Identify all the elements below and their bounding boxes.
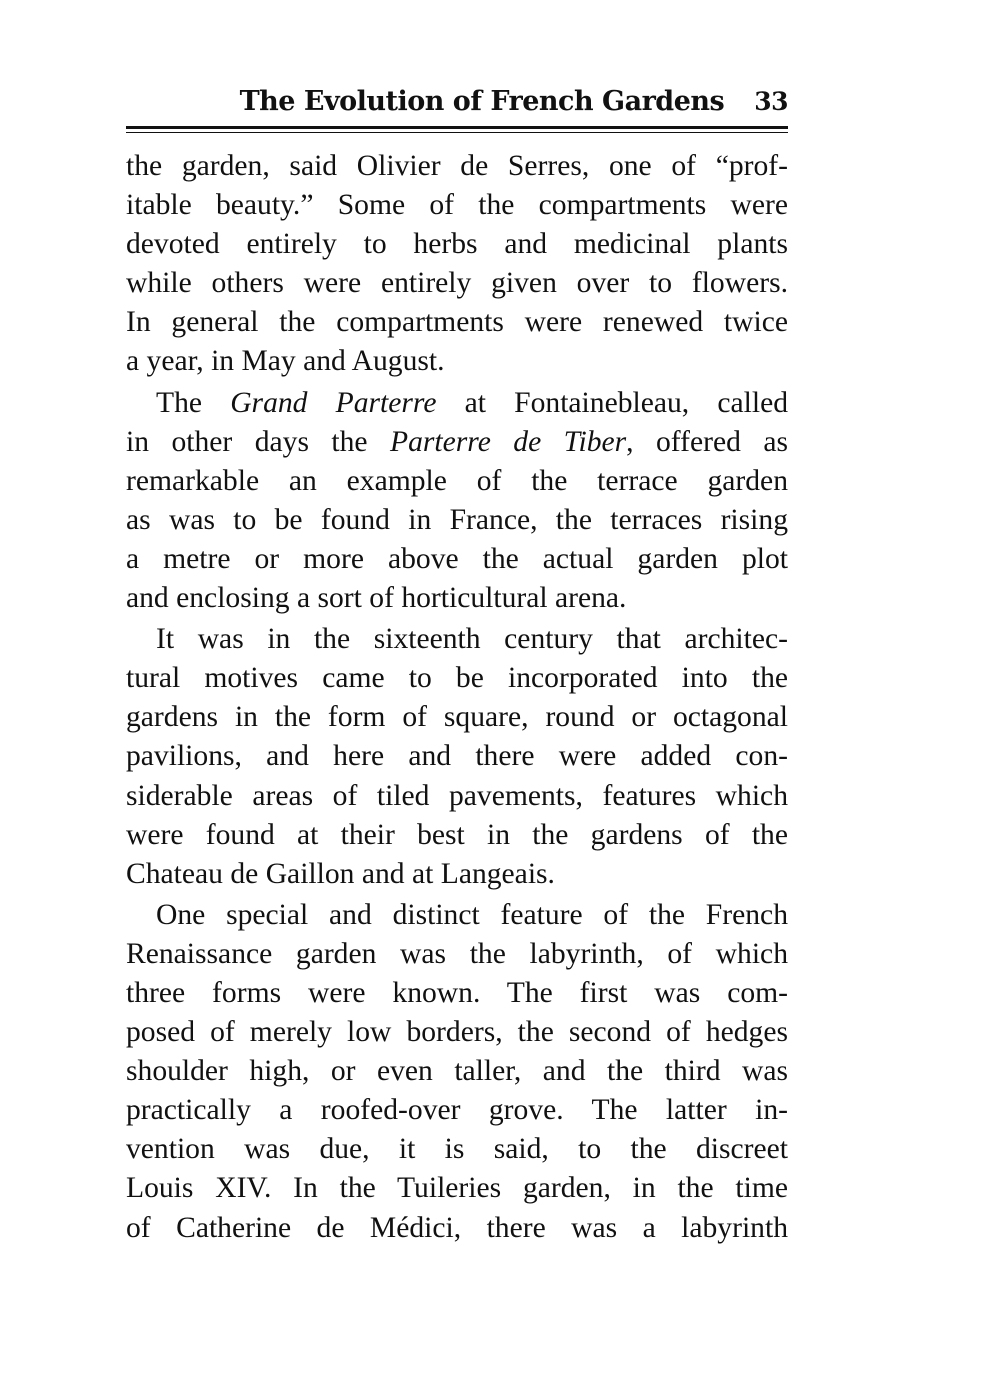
- text-line: Chateau de Gaillon and at Langeais.: [126, 857, 555, 890]
- paragraph-3: [126, 620, 788, 894]
- text-line: a metre or more above the actual garden plot: [126, 542, 788, 575]
- text-line: [126, 384, 788, 423]
- text-line: while others were entirely given over to flowers.: [126, 267, 788, 300]
- paragraph-1: [126, 147, 788, 382]
- header-rule-thick: [126, 126, 788, 129]
- paragraph-4: [126, 896, 788, 1248]
- text-line: siderable areas of tiled pavements, features which: [126, 779, 788, 812]
- text-line: a year, in May and August.: [126, 345, 445, 378]
- page-number: 33: [754, 87, 788, 116]
- text-run: in other days the: [126, 425, 391, 458]
- text-line: were found at their best in the gardens of the: [126, 818, 788, 851]
- text-line: One special and distinct feature of the French: [156, 898, 788, 931]
- text-run: at Fontainebleau, called: [436, 386, 788, 419]
- text-line: It was in the sixteenth century that architec-: [156, 623, 788, 656]
- text-line: the garden, said Olivier de Serres, one of “prof-: [126, 150, 788, 182]
- text-line: In general the compartments were renewed twice: [126, 306, 788, 339]
- text-line: of Catherine de Médici, there was a labyrinth: [126, 1211, 788, 1244]
- text-line: Renaissance garden was the labyrinth, of which: [126, 937, 788, 970]
- text-line: gardens in the form of square, round or octagonal: [126, 701, 788, 734]
- text-run: , offered as: [626, 425, 788, 458]
- text-line: Louis XIV. In the Tuileries garden, in the time: [126, 1172, 788, 1205]
- header-rule-thin: [126, 132, 788, 133]
- text-line: devoted entirely to herbs and medicinal plants: [126, 228, 788, 261]
- book-page: [126, 86, 788, 1248]
- text-line: as was to be found in France, the terraces rising: [126, 503, 788, 536]
- text-line: pavilions, and here and there were added con-: [126, 740, 788, 773]
- text-line: practically a roofed-over grove. The latter in-: [126, 1094, 788, 1127]
- paragraph-2: [126, 384, 788, 619]
- text-line: itable beauty.” Some of the compartments were: [126, 189, 788, 222]
- text-line: shoulder high, or even taller, and the third was: [126, 1055, 788, 1088]
- text-line: remarkable an example of the terrace garden: [126, 464, 788, 497]
- running-head-title: The Evolution of French Gardens: [239, 86, 725, 117]
- running-head: [126, 86, 788, 120]
- text-line: three forms were known. The first was com-: [126, 976, 788, 1009]
- italic-title-parterre-de-tiber: Parterre de Tiber: [390, 425, 627, 458]
- text-line: vention was due, it is said, to the discreet: [126, 1133, 788, 1166]
- italic-title-grand-parterre: Grand Parterre: [230, 386, 437, 419]
- text-line: and enclosing a sort of horticultural arena.: [126, 582, 627, 615]
- text-line: tural motives came to be incorporated into the: [126, 662, 788, 695]
- text-line: posed of merely low borders, the second of hedges: [126, 1016, 788, 1049]
- text-run: The: [156, 386, 231, 419]
- text-line: [126, 423, 788, 462]
- body-text: [126, 147, 788, 1248]
